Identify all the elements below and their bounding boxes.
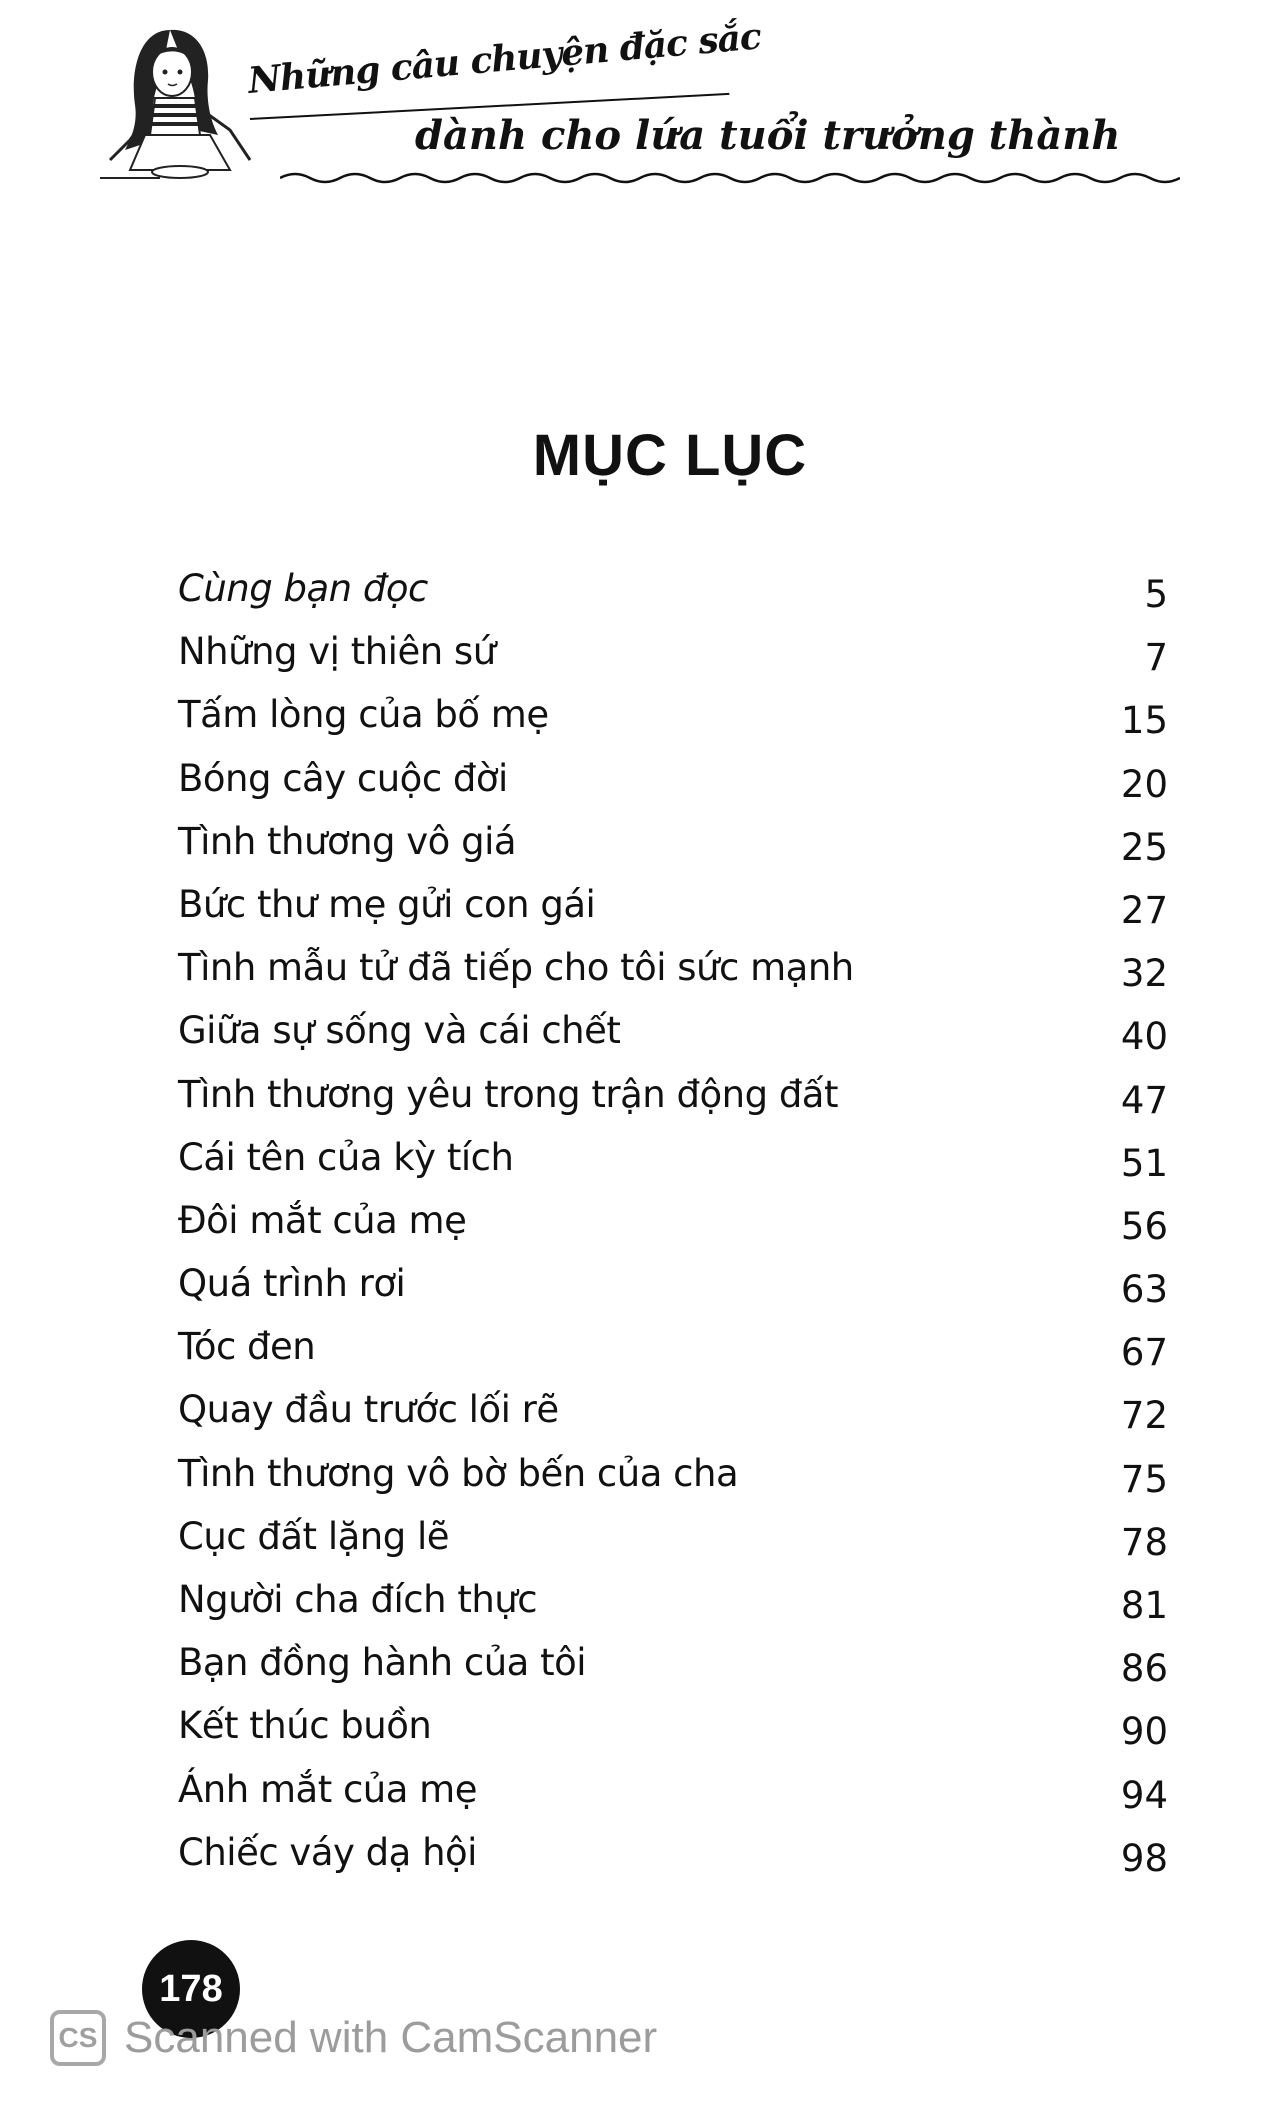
wavy-divider bbox=[280, 168, 1180, 188]
toc-entry-title: Tình mẫu tử đã tiếp cho tôi sức mạnh bbox=[178, 946, 854, 990]
toc-entry-page: 51 bbox=[1120, 1141, 1168, 1185]
toc-entry-title: Tình thương vô bờ bến của cha bbox=[178, 1451, 739, 1495]
toc-entry[interactable] bbox=[178, 1768, 1168, 1831]
table-of-contents bbox=[178, 567, 1168, 1894]
toc-entry-title: Bức thư mẹ gửi con gái bbox=[178, 882, 596, 926]
toc-entry[interactable] bbox=[178, 1325, 1168, 1388]
toc-entry-page: 98 bbox=[1120, 1836, 1168, 1880]
toc-entry-title: Bạn đồng hành của tôi bbox=[178, 1641, 587, 1685]
toc-entry-page: 20 bbox=[1120, 762, 1168, 806]
toc-entry-title: Tình thương yêu trong trận động đất bbox=[178, 1072, 838, 1116]
toc-entry-title: Tóc đen bbox=[178, 1325, 316, 1369]
toc-entry[interactable] bbox=[178, 630, 1168, 693]
toc-entry-page: 15 bbox=[1120, 699, 1168, 743]
toc-entry-title: Đôi mắt của mẹ bbox=[178, 1198, 467, 1242]
toc-entry[interactable] bbox=[178, 1262, 1168, 1325]
toc-entry-title: Cục đất lặng lẽ bbox=[178, 1514, 450, 1558]
toc-entry-page: 78 bbox=[1120, 1520, 1168, 1564]
toc-entry[interactable] bbox=[178, 1073, 1168, 1136]
toc-entry[interactable] bbox=[178, 567, 1168, 630]
toc-entry[interactable] bbox=[178, 1452, 1168, 1515]
toc-title: MỤC LỤC bbox=[532, 423, 808, 488]
toc-entry-page: 7 bbox=[1144, 636, 1168, 680]
toc-entry-title: Ánh mắt của mẹ bbox=[178, 1767, 477, 1811]
toc-entry-title: Cùng bạn đọc bbox=[178, 567, 428, 610]
toc-entry[interactable] bbox=[178, 1136, 1168, 1199]
toc-entry-title: Quay đầu trước lối rẽ bbox=[178, 1388, 559, 1432]
toc-entry[interactable] bbox=[178, 1009, 1168, 1072]
toc-entry-page: 56 bbox=[1120, 1204, 1168, 1248]
toc-entry-page: 47 bbox=[1120, 1078, 1168, 1122]
toc-entry-title: Chiếc váy dạ hội bbox=[178, 1830, 477, 1874]
page-header bbox=[100, 10, 1190, 195]
toc-entry-title: Những vị thiên sứ bbox=[178, 630, 496, 674]
toc-entry-title: Tình thương vô giá bbox=[178, 819, 517, 863]
toc-entry-page: 94 bbox=[1120, 1773, 1168, 1817]
toc-entry[interactable] bbox=[178, 946, 1168, 1009]
toc-entry-title: Tấm lòng của bố mẹ bbox=[178, 693, 549, 737]
toc-entry[interactable] bbox=[178, 1578, 1168, 1641]
toc-entry-page: 81 bbox=[1120, 1584, 1168, 1627]
toc-entry-page: 5 bbox=[1144, 573, 1168, 616]
series-title-line1: Những câu chuyện đặc sắc bbox=[246, 15, 763, 102]
toc-entry-page: 27 bbox=[1120, 888, 1168, 932]
toc-entry[interactable] bbox=[178, 693, 1168, 756]
toc-entry[interactable] bbox=[178, 1831, 1168, 1894]
toc-entry-page: 40 bbox=[1120, 1015, 1168, 1059]
toc-entry[interactable] bbox=[178, 1515, 1168, 1578]
watermark-text: Scanned with CamScanner bbox=[124, 2013, 658, 2062]
toc-entry[interactable] bbox=[178, 820, 1168, 883]
toc-entry[interactable] bbox=[178, 1641, 1168, 1704]
series-title-line2: dành cho lứa tuổi trưởng thành bbox=[415, 112, 1121, 159]
toc-entry-page: 32 bbox=[1120, 952, 1168, 996]
toc-entry-page: 72 bbox=[1120, 1394, 1168, 1438]
toc-entry-page: 25 bbox=[1120, 825, 1168, 869]
camscanner-watermark bbox=[50, 2010, 657, 2066]
toc-entry-page: 75 bbox=[1120, 1457, 1168, 1501]
toc-entry[interactable] bbox=[178, 1704, 1168, 1767]
toc-entry[interactable] bbox=[178, 883, 1168, 946]
toc-entry-title: Giữa sự sống và cái chết bbox=[178, 1009, 621, 1053]
camscanner-logo-icon: CS bbox=[50, 2010, 106, 2066]
toc-entry-page: 90 bbox=[1120, 1710, 1168, 1754]
toc-entry[interactable] bbox=[178, 1388, 1168, 1451]
page-number-badge: 178 bbox=[142, 1940, 240, 2038]
toc-entry-title: Cái tên của kỳ tích bbox=[178, 1135, 514, 1179]
toc-entry-page: 63 bbox=[1120, 1268, 1168, 1312]
toc-entry[interactable] bbox=[178, 757, 1168, 820]
toc-entry-page: 67 bbox=[1120, 1331, 1168, 1375]
toc-entry-title: Kết thúc buồn bbox=[178, 1704, 432, 1748]
toc-entry-page: 86 bbox=[1120, 1647, 1168, 1691]
toc-entry-title: Người cha đích thực bbox=[178, 1578, 538, 1621]
toc-entry[interactable] bbox=[178, 1199, 1168, 1262]
toc-entry-title: Bóng cây cuộc đời bbox=[178, 756, 508, 800]
toc-entry-title: Quá trình rơi bbox=[178, 1262, 406, 1306]
